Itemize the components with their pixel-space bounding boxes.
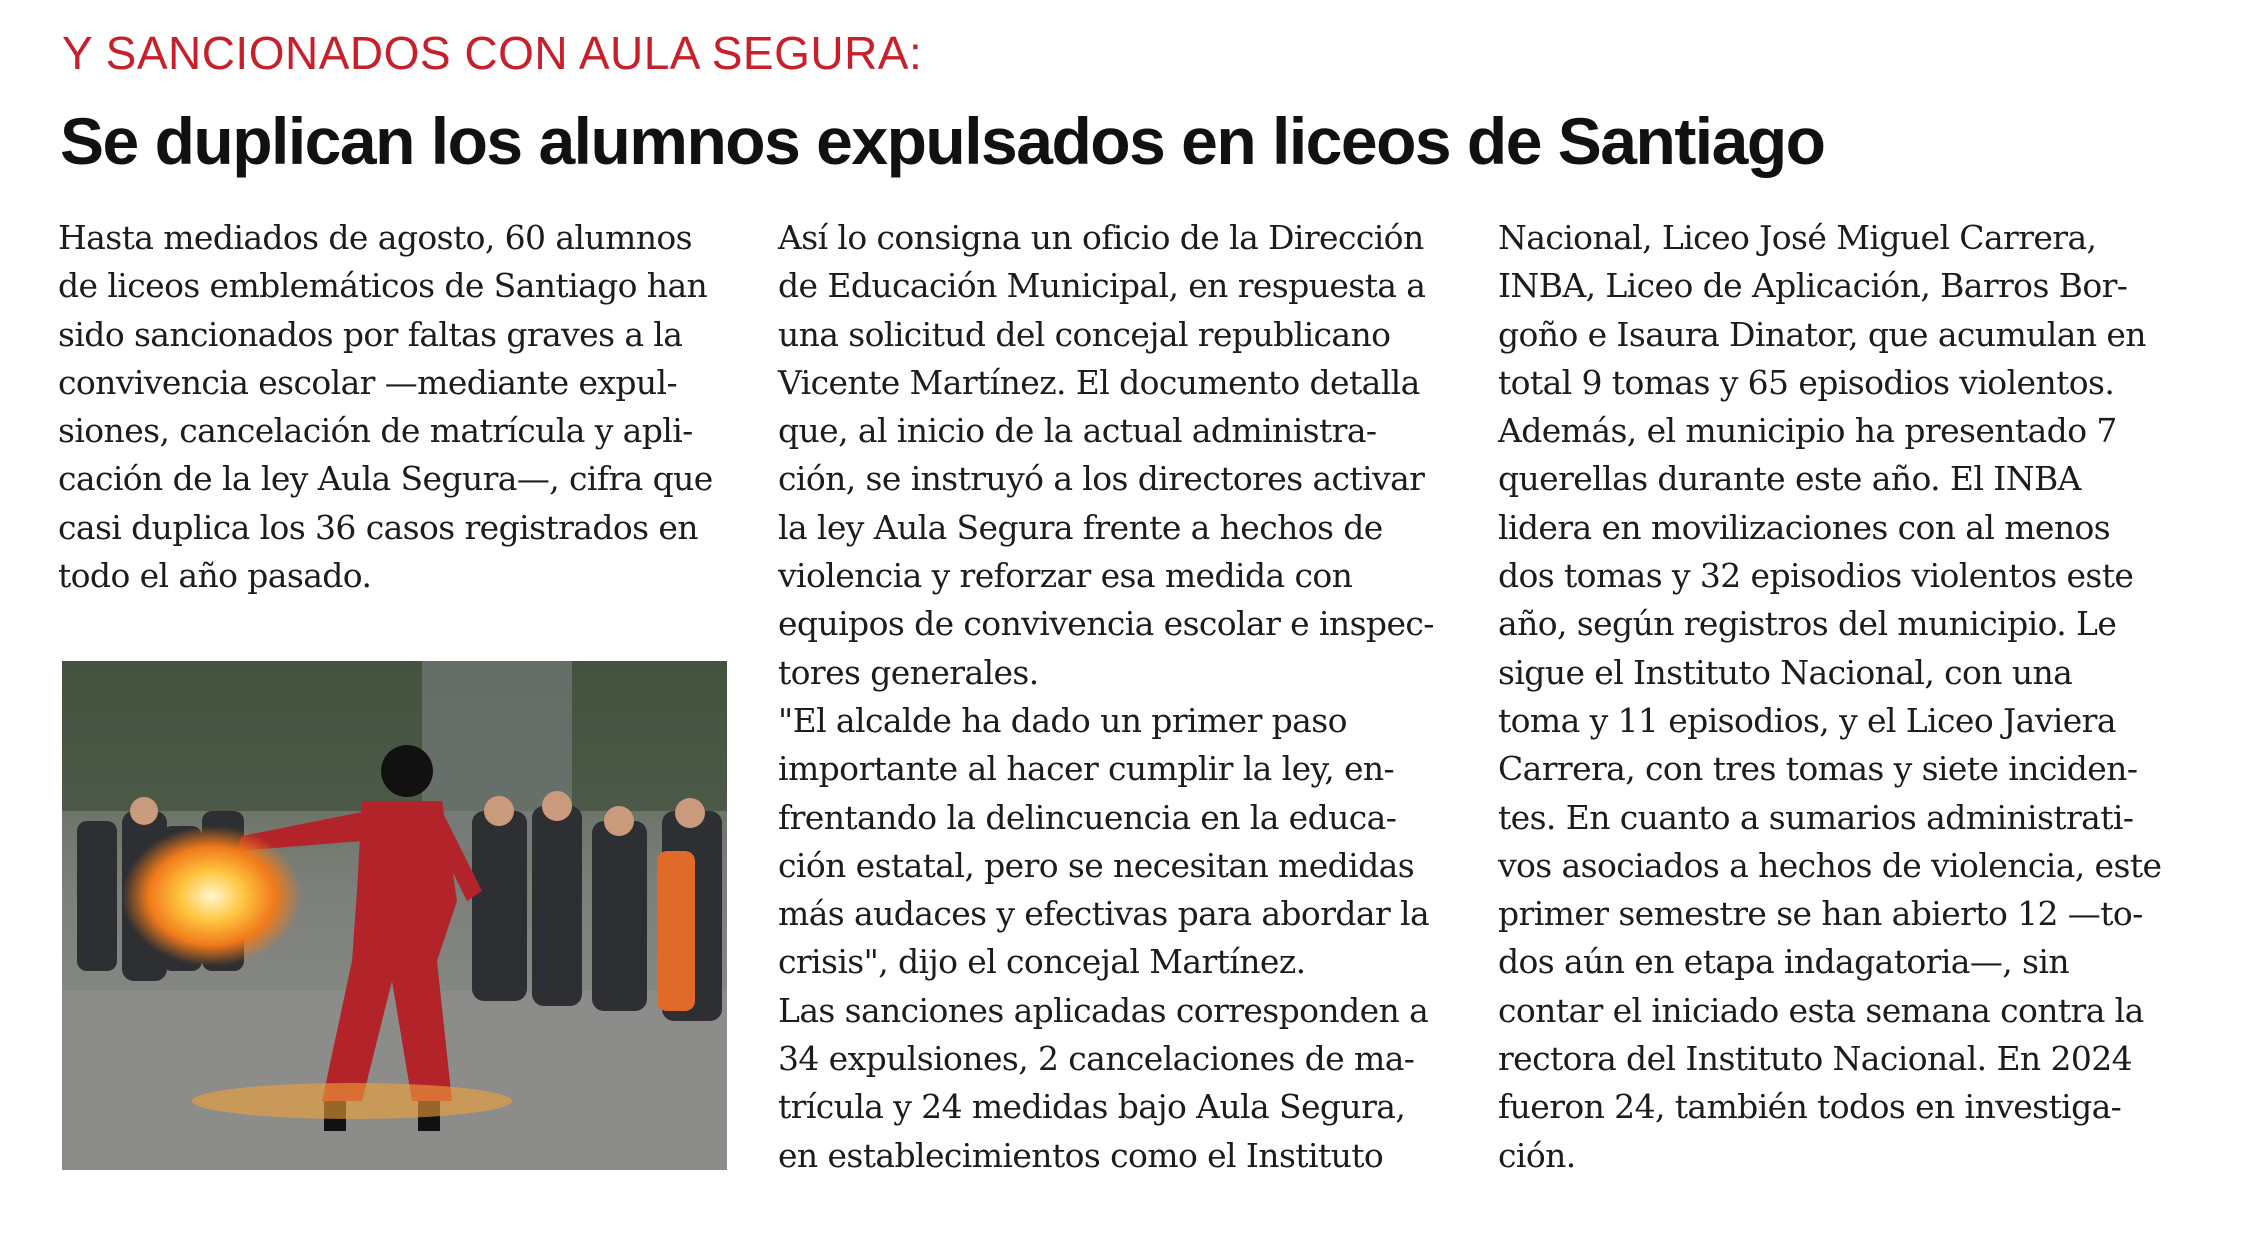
article-line: Además, el municipio ha presentado 7 <box>1498 411 2117 451</box>
article-line: casi duplica los 36 casos registrados en <box>58 507 698 547</box>
article-line: contar el iniciado esta semana contra la <box>1498 990 2144 1030</box>
article-line: tes. En cuanto a sumarios administrati- <box>1498 797 2134 837</box>
article-line: rectora del Instituto Nacional. En 2024 <box>1498 1039 2133 1079</box>
article-line: convivencia escolar —mediante expul- <box>58 362 678 402</box>
article-column-2 <box>778 214 1434 1180</box>
article-line: ción. <box>1498 1135 1576 1175</box>
article-line: Hasta mediados de agosto, 60 alumnos <box>58 218 692 257</box>
article-line: crisis", dijo el concejal Martínez. <box>778 942 1306 982</box>
photo-street <box>62 991 727 1170</box>
article-line: de Educación Municipal, en respuesta a <box>778 266 1426 306</box>
article-line: una solicitud del concejal republicano <box>778 314 1391 354</box>
article-line: año, según registros del municipio. Le <box>1498 604 2117 644</box>
article-line: importante al hacer cumplir la ley, en- <box>778 749 1395 789</box>
article-line: goño e Isaura Dinator, que acumulan en <box>1498 314 2146 354</box>
article-line: 34 expulsiones, 2 cancelaciones de ma- <box>778 1039 1415 1079</box>
article-line: equipos de convivencia escolar e inspec- <box>778 604 1434 644</box>
article-line: Vicente Martínez. El documento detalla <box>778 362 1420 402</box>
article-line: lidera en movilizaciones con al menos <box>1498 507 2111 547</box>
article-line: toma y 11 episodios, y el Liceo Javiera <box>1498 700 2116 740</box>
article-kicker: Y SANCIONADOS CON AULA SEGURA: <box>62 27 923 79</box>
article-line: vos asociados a hechos de violencia, este <box>1498 845 2162 885</box>
article-column-1 <box>58 214 713 600</box>
photo-fire <box>122 826 302 966</box>
article-line: primer semestre se han abierto 12 —to- <box>1498 894 2143 934</box>
article-line: dos aún en etapa indagatoria—, sin <box>1498 942 2069 982</box>
article-line: Las sanciones aplicadas corresponden a <box>778 990 1429 1030</box>
article-line: ción estatal, pero se necesitan medidas <box>778 845 1415 885</box>
article-line: Carrera, con tres tomas y siete inciden- <box>1498 749 2138 789</box>
news-photo <box>62 661 727 1170</box>
photo-ground-fire <box>192 1083 512 1119</box>
article-headline: Se duplican los alumnos expulsados en liceos de Santiago <box>60 104 1825 178</box>
article-line: la ley Aula Segura frente a hechos de <box>778 507 1383 547</box>
article-line: dos tomas y 32 episodios violentos este <box>1498 556 2134 596</box>
article-line: en establecimientos como el Instituto <box>778 1135 1384 1175</box>
article-line: de liceos emblemáticos de Santiago han <box>58 266 708 306</box>
article-line: cación de la ley Aula Segura—, cifra que <box>58 459 713 499</box>
article-line: violencia y reforzar esa medida con <box>778 556 1353 596</box>
article-line: Nacional, Liceo José Miguel Carrera, <box>1498 218 2097 257</box>
article-line: que, al inicio de la actual administra- <box>778 411 1377 451</box>
article-line: todo el año pasado. <box>58 556 372 596</box>
article-line: frentando la delincuencia en la educa- <box>778 797 1397 837</box>
article-line: siones, cancelación de matrícula y apli- <box>58 411 693 451</box>
article-line: total 9 tomas y 65 episodios violentos. <box>1498 362 2115 402</box>
article-line: INBA, Liceo de Aplicación, Barros Bor- <box>1498 266 2128 306</box>
article-line: sido sancionados por faltas graves a la <box>58 314 683 354</box>
article-line: fueron 24, también todos en investiga- <box>1498 1087 2122 1127</box>
article-line: sigue el Instituto Nacional, con una <box>1498 652 2073 692</box>
article-line: trícula y 24 medidas bajo Aula Segura, <box>778 1087 1406 1127</box>
article-line: ción, se instruyó a los directores activar <box>778 459 1425 499</box>
article-line: tores generales. <box>778 652 1039 692</box>
article-line: Así lo consigna un oficio de la Dirección <box>778 218 1424 257</box>
article-line: querellas durante este año. El INBA <box>1498 459 2081 499</box>
article-column-3 <box>1498 214 2161 1180</box>
article-line: más audaces y efectivas para abordar la <box>778 894 1430 934</box>
article-line: "El alcalde ha dado un primer paso <box>778 700 1347 740</box>
photo-orange-worker <box>657 851 695 1011</box>
